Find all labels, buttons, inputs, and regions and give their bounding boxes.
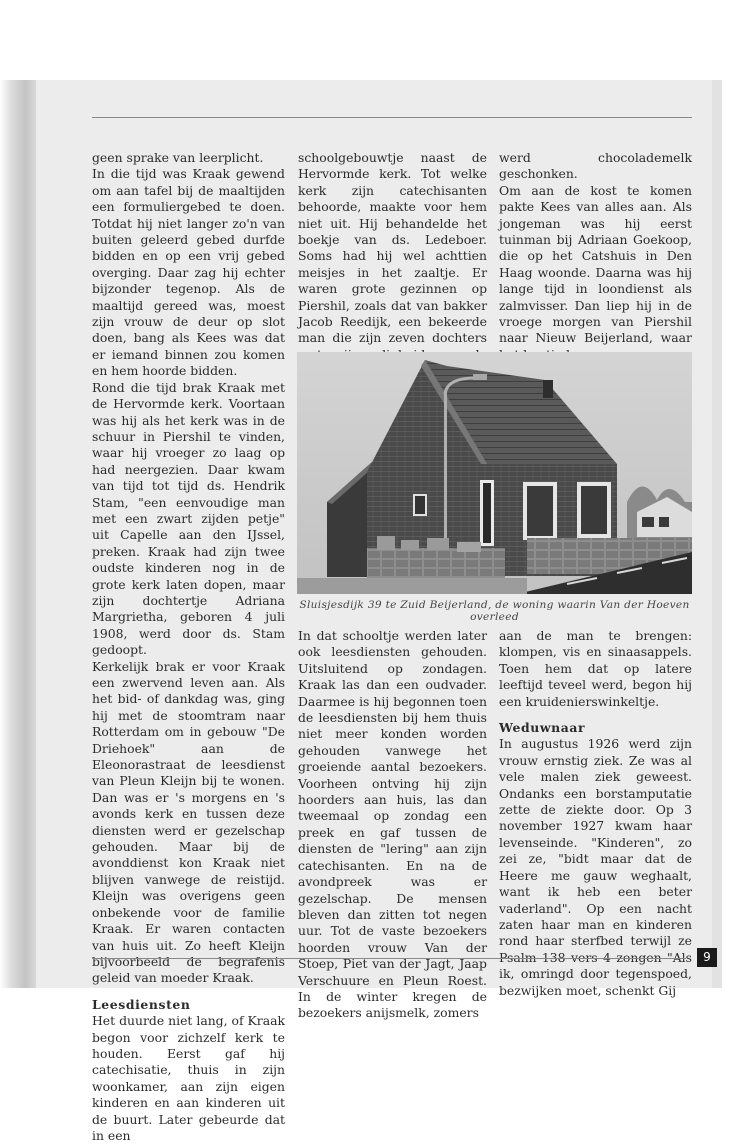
paragraph: Het duurde niet lang, of Kraak begon voor zichzelf kerk te houden. Eerst gaf hij catechisatie, thuis in zijn woonkamer, aan zijn eigen kinderen en aan kinderen uit de buurt. Later gebeurde dat in een xyxy=(92,1013,285,1143)
top-rule xyxy=(92,117,692,118)
bottom-rule xyxy=(92,958,686,959)
paragraph: Om aan de kost te komen pakte Kees van alles aan. Als jongeman was hij eerst tuinman bij Adriaan Goekoop, die op het Catshuis in Den Haag woonde. Daarna was hij lange tijd in loondienst als zalmvisser. Dan liep hij in de vroege morgen van Piershil naar Nieuw Beijerland, waar xyxy=(499,182,692,346)
paragraph: schoolgebouwtje naast de Hervormde kerk. Tot welke kerk zijn catechisanten behoorde, maakte voor hem niet uit. Hij behandelde het boekje van ds. Ledeboer. Soms had hij wel achttien meisjes in het zaaltje. Er waren grote gezinnen op Piershil, zoals dat van bakker Jacob Reedijk, een bekeerde man die zijn zeven dochters xyxy=(298,150,487,346)
paragraph: aan de man te brengen: klompen, vis en sinaasappels. Toen hem dat op latere leeftijd teveel werd, begon hij een kruidenierswinkeltje. xyxy=(499,628,692,709)
paragraph: werd chocolademelk geschonken. xyxy=(499,150,692,182)
column-right-bottom xyxy=(499,628,692,999)
column-middle-bottom xyxy=(298,628,487,1022)
section-heading: Weduwnaar xyxy=(499,720,586,736)
page-number: 9 xyxy=(697,948,717,967)
column-left xyxy=(92,150,285,1144)
photo-caption: Sluisjesdijk 39 te Zuid Beijerland, de woning waarin Van der Hoeven overleed xyxy=(299,599,690,623)
paragraph: In dat schooltje werden later ook leesdiensten gehouden. Uitsluitend op zondagen. Kraak las dan een oudvader. Daarmee is hij begonnen toen de leesdiensten bij hem thuis niet meer konden worden gehouden vanwege het groeiende aantal bezoekers. Voorheen ontving hij zijn hoorders aan huis, las dan tweemaal op zondag een preek en gaf tussen de diensten de "lering" aan zijn catechisanten. En na de avondpreek was er gezelschap. De mensen bleven dan zitten tot negen uur. Tot de vaste bezoekers hoorden vrouw Van der Stoep, Piet van der Jagt, Jaap Verschuure en Pleun Roest. In de winter kregen de bezoekers anijsmelk, zomers xyxy=(298,628,487,1021)
paragraph: In die tijd was Kraak gewend om aan tafel bij de maaltijden een formuliergebed te doen. Totdat hij niet langer zo'n van buiten geleerd gebed durfde bidden en op een vrij gebed overging. Daar zag hij echter bijzonder tegenop. Als de maaltijd gereed was, moest zijn vrouw de deur op slot doen, bang als Kees was dat er iemand binnen zou komen en hem hoorde bidden. xyxy=(92,166,285,379)
paragraph: Rond die tijd brak Kraak met de Hervormde kerk. Voortaan was hij als het kerk was in de schuur in Piershil te vinden, waar hij vroeger zo laag op had neergezien. Daar kwam van tijd tot tijd ds. Hendrik Stam, "een eenvoudige man met een zwart zijden petje" uit Capelle aan den IJssel, preken. Kraak had zijn twee oudste kinderen nog in de grote kerk laten dopen, maar zijn dochtertje Adriana Margrietha, geboren 4 juli 1908, werd door ds. Stam gedoopt. xyxy=(92,379,285,658)
paragraph: geen sprake van leerplicht. xyxy=(92,150,264,165)
paragraph: In augustus 1926 werd zijn vrouw ernstig ziek. Ze was al vele malen ziek geweest. Ondanks een borstamputatie zette de ziekte door. Op 3 november 1927 kwam haar levenseinde. "Kinderen", zo zei ze, "bidt maar dat de Heere me gauw weghaalt, want ik heb een beter vaderland". Op een nacht zaten haar man en kinderen rond haar sterfbed terwijl ze Psalm 138 vers 4 zongen "Als ik, omringd door tegenspoed, bezwijken moet, schenkt Gij xyxy=(499,736,692,998)
house-photo xyxy=(297,352,692,594)
section-heading: Leesdiensten xyxy=(92,996,191,1012)
page-edge xyxy=(712,80,722,988)
paragraph: Kerkelijk brak er voor Kraak een zwervend leven aan. Als het bid- of dankdag was, ging hij met de stoomtram naar Rotterdam om in gebouw "De Driehoek" aan de Eleonorastraat de leesdienst van Pleun Kleijn bij te wonen. Dan was er 's morgens en 's avonds kerk en tussen deze diensten werd er gezelschap gehouden. Maar bij de avonddienst kon Kraak niet blijven vanwege de reistijd. Kleijn was overigens geen onbekende voor de familie Kraak. Er waren contacten van huis uit. Zo heeft Kleijn bijvoorbeeld de begrafenis geleid van moeder Kraak. xyxy=(92,658,285,986)
binding-shadow xyxy=(0,80,36,988)
house-illustration xyxy=(297,352,692,594)
